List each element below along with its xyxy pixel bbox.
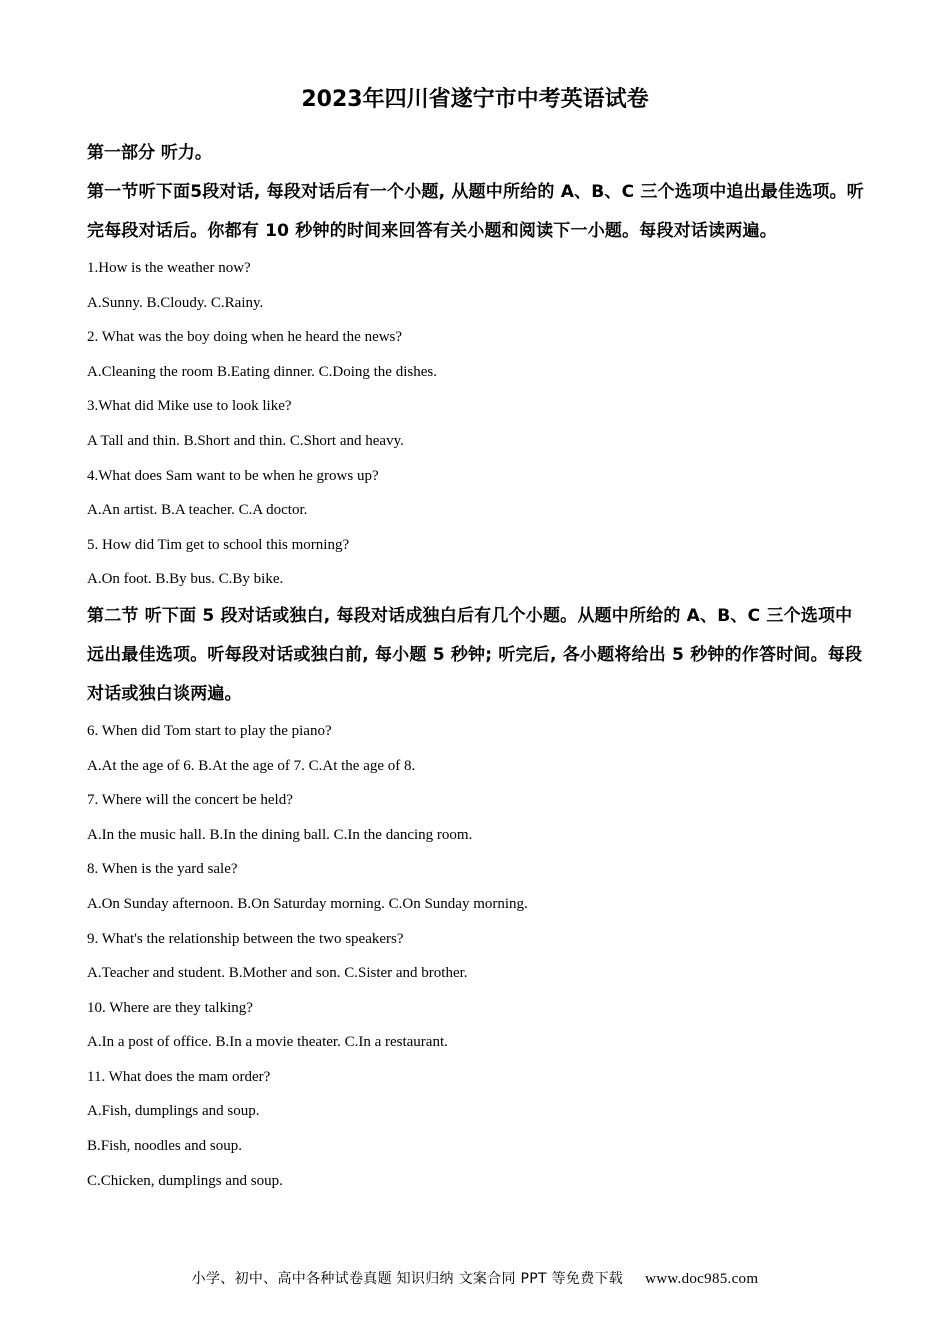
options-line: A.An artist. B.A teacher. C.A doctor.	[87, 502, 308, 519]
section2-instruction: 第二节 听下面 5 段对话或独白, 每段对话成独白后有几个小题。从题中所给的 A、B、C 三个选项中远出最佳选项。听每段对话或独白前, 每小题 5 秒钟; 听完后, 各小题将给出 5 秒钟的作答时间。每段对话或独白谈两遍。	[87, 605, 863, 704]
options-line: A.In a post of office. B.In a movie theater. C.In a restaurant.	[87, 1034, 448, 1051]
question-line: 7. Where will the concert be held?	[87, 792, 293, 809]
question-line: 4.What does Sam want to be when he grows up?	[87, 467, 379, 484]
options-line: A.Teacher and student. B.Mother and son. C.Sister and brother.	[87, 965, 468, 982]
section1-questions	[87, 251, 865, 597]
options-line: B.Fish, noodles and soup.	[87, 1138, 243, 1155]
section2-questions	[87, 714, 865, 1198]
page-title: 2023年四川省遂宁市中考英语试卷	[301, 87, 649, 112]
question-line: 10. Where are they talking?	[87, 999, 253, 1016]
part-heading: 第一部分 听力。	[87, 143, 212, 163]
footer-text: 小学、初中、高中各种试卷真题 知识归纳 文案合同 PPT 等免费下载	[191, 1271, 624, 1287]
options-line: A.At the age of 6. B.At the age of 7. C.At the age of 8.	[87, 757, 416, 774]
question-line: 9. What's the relationship between the two speakers?	[87, 930, 404, 947]
options-line: A Tall and thin. B.Short and thin. C.Short and heavy.	[87, 432, 404, 449]
question-line: 2. What was the boy doing when he heard the news?	[87, 329, 403, 346]
question-line: 5. How did Tim get to school this morning?	[87, 536, 350, 553]
question-line: 8. When is the yard sale?	[87, 861, 238, 878]
page-footer	[0, 1268, 950, 1288]
question-line: 6. When did Tom start to play the piano?	[87, 722, 332, 739]
question-line: 1.How is the weather now?	[87, 260, 251, 276]
options-line: A.On Sunday afternoon. B.On Saturday morning. C.On Sunday morning.	[87, 895, 528, 912]
options-line: A.Cleaning the room B.Eating dinner. C.Doing the dishes.	[87, 363, 437, 380]
options-line: A.Sunny. B.Cloudy. C.Rainy.	[87, 294, 264, 311]
options-line: C.Chicken, dumplings and soup.	[87, 1172, 283, 1189]
footer-url[interactable]: www.doc985.com	[645, 1271, 759, 1287]
options-line: A.Fish, dumplings and soup.	[87, 1103, 260, 1120]
options-line: A.In the music hall. B.In the dining ball. C.In the dancing room.	[87, 826, 473, 843]
question-line: 3.What did Mike use to look like?	[87, 398, 292, 415]
exam-content	[87, 138, 865, 1198]
options-line: A.On foot. B.By bus. C.By bike.	[87, 571, 284, 588]
question-line: 11. What does the mam order?	[87, 1068, 271, 1085]
section1-instruction: 第一节听下面5段对话, 每段对话后有一个小题, 从题中所给的 A、B、C 三个选项中追出最佳选项。听完每段对话后。你都有 10 秒钟的时间来回答有关小题和阅读下一小题。每段对话读两遍。	[87, 182, 865, 241]
